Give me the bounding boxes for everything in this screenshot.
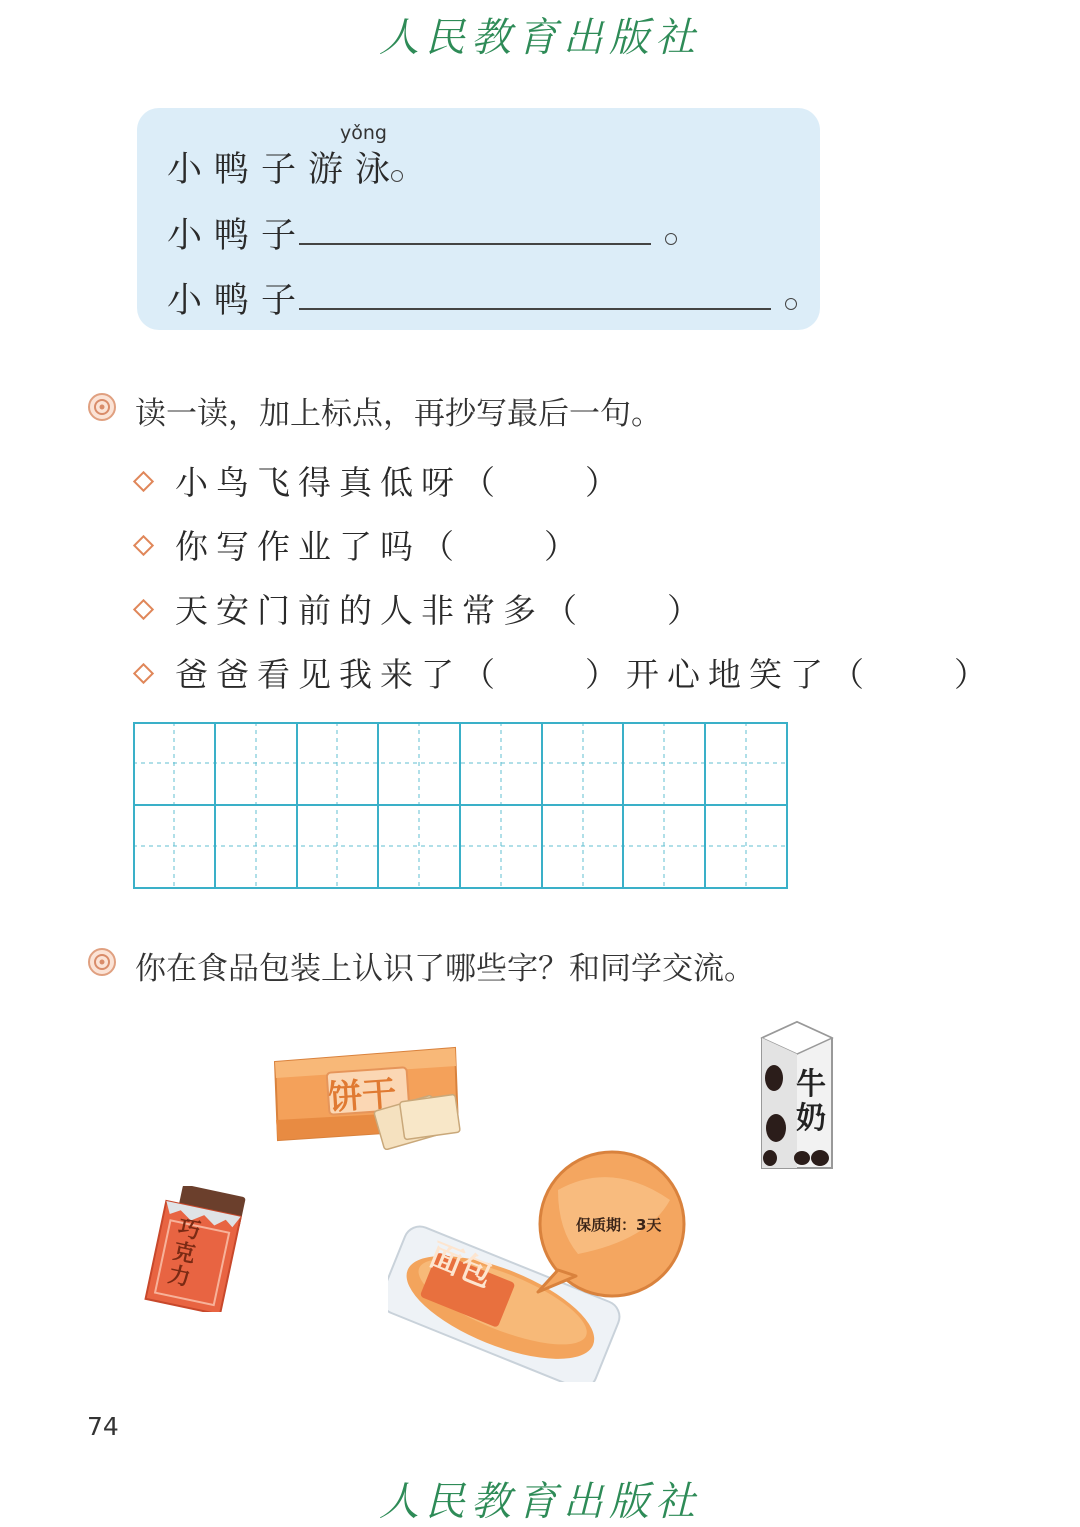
page-number: 74 — [87, 1412, 119, 1441]
punctuation-item-1: 小鸟飞得真低呀（ ） — [136, 457, 626, 504]
bread-label: 面包 — [424, 1235, 499, 1295]
task-3-heading — [87, 943, 847, 987]
task-2-instruction: 读一读，加上标点，再抄写最后一句。 — [135, 396, 662, 432]
period-mark — [665, 233, 677, 245]
sentence-line-3-prefix: 小鸭子 — [167, 281, 309, 321]
pinyin-annotation: yǒng — [340, 122, 387, 144]
biscuit-label: 饼干 — [326, 1073, 398, 1119]
period-mark — [391, 170, 403, 182]
task-2-heading — [87, 388, 787, 432]
diamond-bullet-icon — [133, 470, 154, 491]
punctuation-item-2: 你写作业了吗（ ） — [136, 521, 585, 568]
milk-label: 牛奶 — [796, 1067, 826, 1136]
diamond-bullet-icon — [133, 662, 154, 683]
shelf-life-label: 保质期：3天 — [576, 1216, 662, 1234]
sentence-panel — [137, 108, 820, 330]
period-mark — [785, 298, 797, 310]
fill-blank-line-3[interactable] — [299, 308, 771, 310]
punctuation-item-4: 爸爸看见我来了（ ）开心地笑了（ ） — [136, 649, 995, 696]
task-bullet-icon — [87, 947, 117, 977]
task-3-instruction: 你在食品包装上认识了哪些字？和同学交流。 — [135, 951, 755, 987]
punctuation-item-3: 天安门前的人非常多（ ） — [136, 585, 708, 632]
diamond-bullet-icon — [133, 534, 154, 555]
task-bullet-icon — [87, 392, 117, 422]
tianzige-writing-grid[interactable] — [133, 722, 789, 890]
fill-blank-line-2[interactable] — [299, 243, 651, 245]
sentence-line-2-prefix: 小鸭子 — [167, 216, 309, 256]
publisher-watermark-bottom: 人民教育出版社 — [379, 1479, 701, 1525]
publisher-watermark-top: 人民教育出版社 — [379, 15, 701, 61]
chocolate-label: 巧克力 — [165, 1215, 203, 1292]
sentence-line-1: 小鸭子游泳 — [167, 150, 403, 190]
diamond-bullet-icon — [133, 598, 154, 619]
